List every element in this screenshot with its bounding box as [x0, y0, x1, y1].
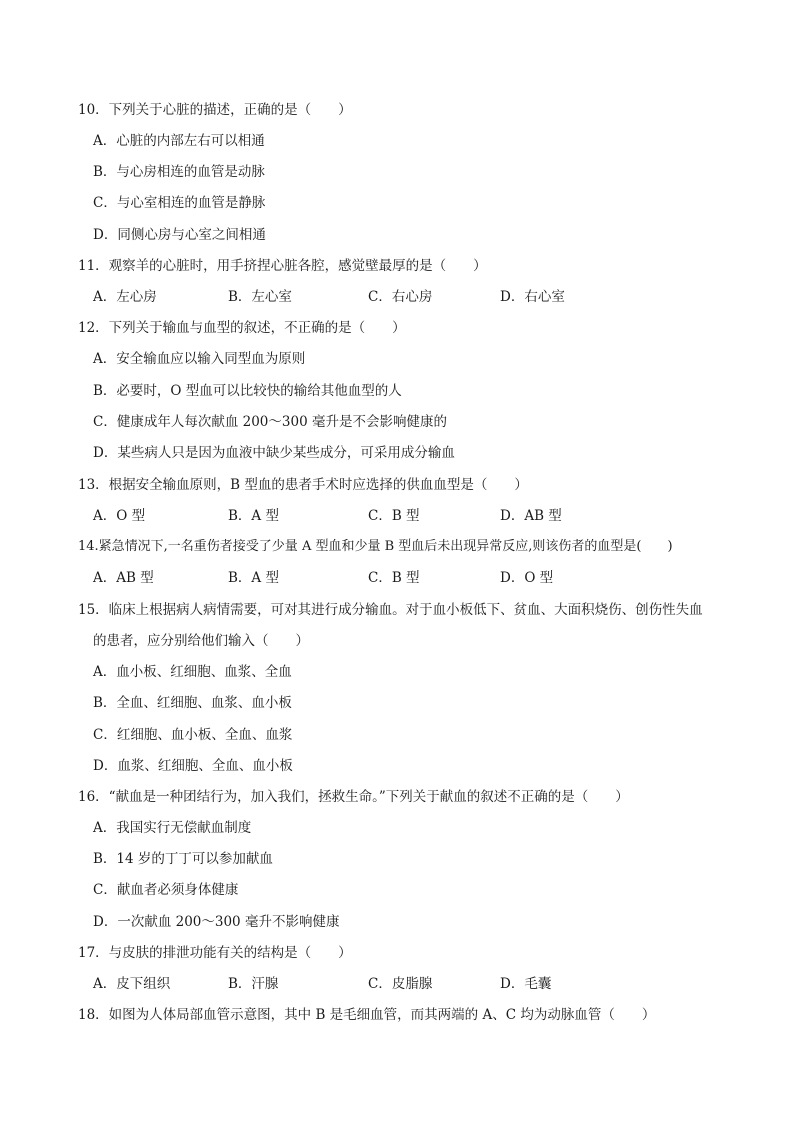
- question-13-option-d: D．AB 型: [500, 508, 562, 524]
- question-12-option-d: D．某些病人只是因为血液中缺少某些成分，可采用成分输血: [93, 445, 455, 461]
- question-11-option-d: D．右心室: [500, 289, 565, 305]
- question-13-stem: 13．根据安全输血原则，B 型血的患者手术时应选择的供血血型是（ ）: [78, 477, 528, 493]
- question-11-stem: 11．观察羊的心脏时，用手挤捏心脏各腔，感觉壁最厚的是（ ）: [78, 258, 487, 274]
- question-14-option-c: C．B 型: [368, 570, 420, 586]
- question-13-option-c: C．B 型: [368, 508, 420, 524]
- question-15-option-c: C．红细胞、血小板、全血、血浆: [93, 727, 293, 743]
- question-18-stem: 18．如图为人体局部血管示意图，其中 B 是毛细血管，而其两端的 A、C 均为动脉血管（ ）: [78, 1007, 656, 1023]
- question-14-option-b: B．A 型: [228, 570, 279, 586]
- question-10-option-b: B．与心房相连的血管是动脉: [93, 164, 265, 180]
- question-16-option-b: B．14 岁的丁丁可以参加献血: [93, 851, 273, 867]
- question-17-option-c: C．皮脂腺: [368, 976, 433, 992]
- question-11-option-b: B．左心室: [228, 289, 292, 305]
- question-16-stem: 16．“献血是一种团结行为，加入我们，拯救生命。”下列关于献血的叙述不正确的是（ ）: [78, 789, 629, 805]
- question-12-option-a: A．安全输血应以输入同型血为原则: [93, 351, 306, 367]
- question-12-stem: 12．下列关于输血与血型的叙述，不正确的是（ ）: [78, 320, 406, 336]
- question-11-option-c: C．右心房: [368, 289, 433, 305]
- question-10-stem: 10．下列关于心脏的描述，正确的是（ ）: [78, 102, 352, 118]
- question-15-option-b: B．全血、红细胞、血浆、血小板: [93, 695, 292, 711]
- question-17-option-d: D．毛囊: [500, 976, 552, 992]
- question-17-option-a: A．皮下组织: [93, 976, 171, 992]
- question-14-option-a: A．AB 型: [93, 570, 154, 586]
- question-10-option-a: A．心脏的内部左右可以相通: [93, 133, 265, 149]
- question-15-stem: 15．临床上根据病人病情需要，可对其进行成分输血。对于血小板低下、贫血、大面积烧伤、创伤性失血: [78, 602, 703, 618]
- question-15-option-d: D．血浆、红细胞、全血、血小板: [93, 758, 293, 774]
- question-11-option-a: A．左心房: [93, 289, 157, 305]
- question-13-option-a: A．O 型: [93, 508, 146, 524]
- question-17-stem: 17．与皮肤的排泄功能有关的结构是（ ）: [78, 945, 352, 961]
- question-10-option-d: D．同侧心房与心室之间相通: [93, 227, 266, 243]
- question-14-stem: 14.紧急情况下,一名重伤者接受了少量 A 型血和少量 B 型血后未出现异常反应,则该伤者的血型是( ): [78, 539, 673, 554]
- question-16-option-d: D．一次献血 200～300 毫升不影响健康: [93, 914, 340, 930]
- question-15-stem-continued: 的患者，应分别给他们输入（ ）: [93, 633, 309, 649]
- question-17-option-b: B．汗腺: [228, 976, 279, 992]
- question-16-option-c: C．献血者必须身体健康: [93, 882, 239, 898]
- question-13-option-b: B．A 型: [228, 508, 279, 524]
- question-14-option-d: D．O 型: [500, 570, 554, 586]
- question-12-option-b: B．必要时，O 型血可以比较快的输给其他血型的人: [93, 383, 402, 399]
- question-16-option-a: A．我国实行无偿献血制度: [93, 820, 252, 836]
- question-10-option-c: C．与心室相连的血管是静脉: [93, 195, 266, 211]
- question-12-option-c: C．健康成年人每次献血 200～300 毫升是不会影响健康的: [93, 414, 447, 430]
- question-15-option-a: A．血小板、红细胞、血浆、全血: [93, 664, 292, 680]
